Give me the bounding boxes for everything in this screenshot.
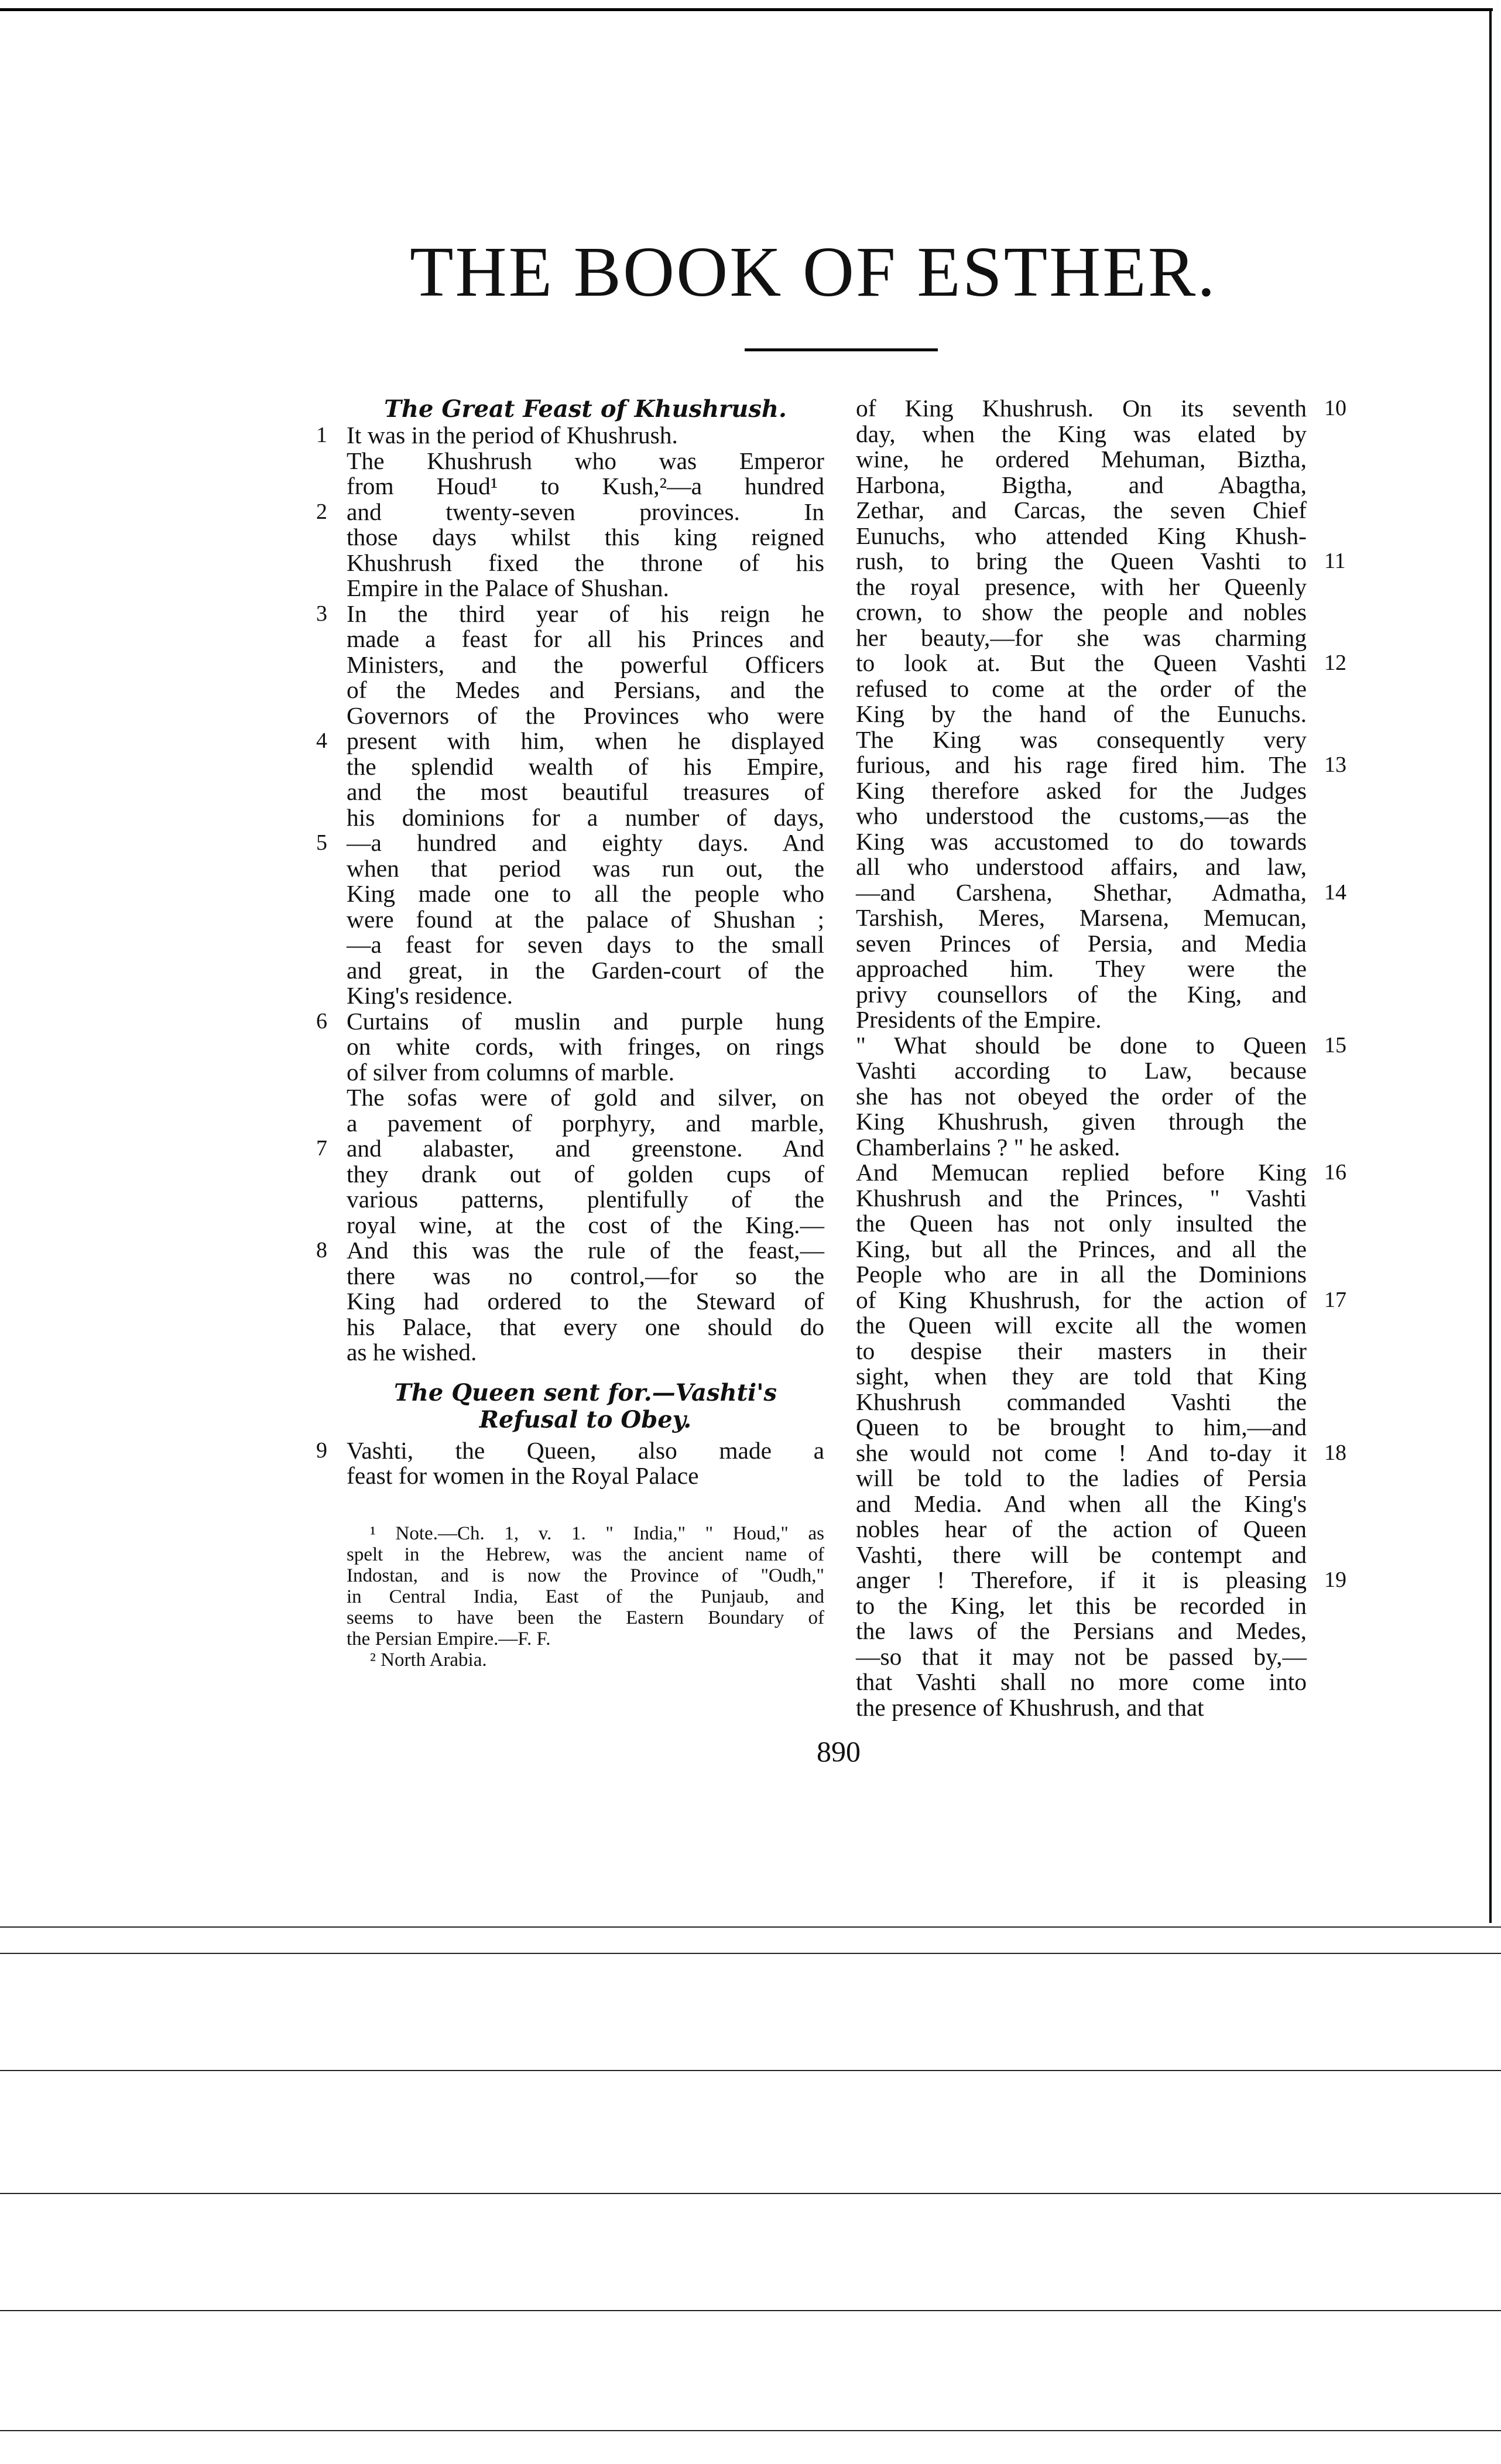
- text-line: [856, 829, 1307, 855]
- text-line: [347, 983, 824, 1009]
- text-line: [856, 1211, 1307, 1237]
- verse-number: 8: [316, 1238, 327, 1262]
- text-line: [347, 907, 824, 933]
- line-text: his Palace, that every one should do: [347, 1313, 824, 1340]
- text-line: [856, 751, 1346, 778]
- text-line: [856, 547, 1346, 574]
- text-line: [347, 1085, 824, 1111]
- text-line: [347, 1162, 824, 1187]
- line-text: present with him, when he displayed: [347, 727, 824, 754]
- verse-number: 12: [1324, 651, 1346, 675]
- left-column: [316, 395, 824, 1671]
- text-line: [856, 1439, 1346, 1466]
- text-line: [347, 958, 824, 984]
- text-line: [347, 754, 824, 780]
- line-text: the Queen has not only insulted the: [856, 1210, 1307, 1237]
- line-text: and the most beautiful treasures of: [347, 778, 824, 805]
- line-text: were found at the palace of Shushan ;: [347, 905, 824, 933]
- line-text: rush, to bring the Queen Vashti to: [856, 547, 1307, 574]
- text-line: [856, 574, 1307, 600]
- text-line: [856, 1237, 1307, 1262]
- line-text: Vashti according to Law, because: [856, 1057, 1307, 1084]
- edge-line: [0, 1926, 1501, 1928]
- line-text: and great, in the Garden-court of the: [347, 956, 824, 984]
- text-line: [347, 779, 824, 805]
- line-text: anger ! Therefore, if it is pleasing: [856, 1566, 1307, 1593]
- footnote-line: seems to have been the Eastern Boundary of: [347, 1607, 824, 1628]
- text-line: [347, 805, 824, 831]
- text-line: [856, 1339, 1307, 1364]
- right-column: [856, 395, 1346, 1721]
- line-text: King made one to all the people who: [347, 880, 824, 907]
- text-line: [856, 1390, 1307, 1415]
- line-text: from Houd¹ to Kush,²—a hundred: [347, 473, 824, 499]
- footnote-line: the Persian Empire.—F. F.: [347, 1628, 551, 1649]
- text-line: [856, 1695, 1307, 1721]
- text-line: [856, 473, 1307, 498]
- text-line: [856, 1159, 1346, 1186]
- verse-number: 3: [316, 601, 327, 626]
- line-text: Vashti, there will be contempt and: [856, 1541, 1307, 1568]
- text-line: [856, 1618, 1307, 1644]
- verse-number: 13: [1324, 752, 1346, 777]
- text-line: [856, 1364, 1307, 1390]
- verse-number: 6: [316, 1008, 327, 1033]
- line-text: King, but all the Princes, and all the: [856, 1235, 1307, 1262]
- text-line: [347, 881, 824, 907]
- line-text: Presidents of the Empire.: [856, 1006, 1102, 1033]
- line-text: her beauty,—for she was charming: [856, 624, 1307, 651]
- text-line: [347, 1289, 824, 1315]
- line-text: they drank out of golden cups of: [347, 1160, 824, 1187]
- text-line: [856, 395, 1346, 422]
- text-line: [856, 1593, 1307, 1619]
- verse-number: 16: [1324, 1160, 1346, 1185]
- line-text: his dominions for a number of days,: [347, 803, 824, 831]
- line-text: those days whilst this king reigned: [347, 523, 824, 550]
- edge-line: [0, 2430, 1501, 2431]
- line-text: and twenty-seven provinces. In: [347, 498, 824, 525]
- text-line: [856, 447, 1307, 473]
- verse-number: 1: [316, 423, 327, 447]
- left-column-text-2: [316, 1436, 824, 1489]
- text-line: [316, 1237, 824, 1264]
- text-line: [856, 1415, 1307, 1440]
- text-line: [856, 1186, 1307, 1212]
- line-text: privy counsellors of the King, and: [856, 980, 1307, 1008]
- text-line: [856, 803, 1307, 829]
- verse-number: 9: [316, 1438, 327, 1463]
- text-line: [316, 1135, 824, 1162]
- line-text: " What should be done to Queen: [856, 1031, 1307, 1059]
- text-line: [316, 829, 824, 856]
- line-text: Zethar, and Carcas, the seven Chief: [856, 497, 1307, 523]
- left-column-text: [316, 422, 824, 1366]
- line-text: of silver from columns of marble.: [347, 1058, 675, 1086]
- line-text: —a hundred and eighty days. And: [347, 829, 824, 856]
- text-line: [347, 1315, 824, 1340]
- verse-number: 5: [316, 830, 327, 855]
- text-line: [347, 703, 824, 729]
- text-line: [856, 1135, 1307, 1161]
- line-text: wine, he ordered Mehuman, Biztha,: [856, 446, 1307, 473]
- line-text: as he wished.: [347, 1339, 477, 1366]
- verse-number: 10: [1324, 396, 1346, 420]
- page-number: 890: [817, 1735, 861, 1768]
- text-line: [856, 1007, 1307, 1033]
- line-text: there was no control,—for so the: [347, 1262, 824, 1289]
- line-text: refused to come at the order of the: [856, 675, 1307, 702]
- right-column-text: [856, 395, 1346, 1721]
- text-line: [347, 856, 824, 882]
- line-text: In the third year of his reign he: [347, 600, 824, 627]
- section-heading: The Great Feast of Khushrush.: [384, 395, 787, 423]
- line-text: People who are in all the Dominions: [856, 1261, 1307, 1288]
- text-line: [347, 1264, 824, 1289]
- text-line: [856, 1517, 1307, 1542]
- line-text: —so that it may not be passed by,—: [856, 1642, 1307, 1670]
- line-text: Queen to be brought to him,—and: [856, 1414, 1307, 1440]
- line-text: And this was the rule of the feast,—: [347, 1237, 824, 1264]
- text-line: [856, 1084, 1307, 1110]
- text-line: [856, 905, 1307, 931]
- line-text: she has not obeyed the order of the: [856, 1082, 1307, 1110]
- text-line: [856, 931, 1307, 957]
- verse-number: 4: [316, 728, 327, 753]
- section-heading: The Queen sent for.—Vashti's: [393, 1378, 777, 1406]
- verse-number: 2: [316, 499, 327, 524]
- text-line: [856, 625, 1307, 651]
- page-title: THE BOOK OF ESTHER.: [410, 232, 1217, 312]
- verse-number: 14: [1324, 879, 1346, 905]
- verse-number: 11: [1324, 549, 1346, 573]
- line-text: The Khushrush who was Emperor: [347, 447, 824, 474]
- text-line: [347, 474, 824, 499]
- line-text: furious, and his rage fired him. The: [856, 751, 1307, 778]
- line-text: —and Carshena, Shethar, Admatha,: [856, 878, 1307, 906]
- line-text: crown, to show the people and nobles: [856, 598, 1307, 625]
- line-text: and Media. And when all the King's: [856, 1490, 1307, 1517]
- text-line: [856, 878, 1346, 906]
- text-line: [856, 854, 1307, 880]
- line-text: and alabaster, and greenstone. And: [347, 1135, 824, 1162]
- text-line: [856, 1542, 1307, 1568]
- line-text: the laws of the Persians and Medes,: [856, 1617, 1307, 1644]
- line-text: The sofas were of gold and silver, on: [347, 1084, 824, 1111]
- text-line: [856, 1031, 1346, 1059]
- section-heading: Refusal to Obey.: [479, 1405, 692, 1433]
- line-text: various patterns, plentifully of the: [347, 1186, 824, 1213]
- line-text: to look at. But the Queen Vashti: [856, 649, 1307, 676]
- line-text: approached him. They were the: [856, 955, 1307, 982]
- text-line: [856, 1286, 1346, 1313]
- line-text: all who understood affairs, and law,: [856, 853, 1307, 880]
- line-text: —a feast for seven days to the small: [347, 931, 824, 958]
- footnotes: [347, 1523, 824, 1671]
- text-line: [856, 1109, 1307, 1135]
- line-text: King Khushrush, given through the: [856, 1108, 1307, 1135]
- text-line: [347, 932, 824, 958]
- footnote-line: ¹ Note.—Ch. 1, v. 1. " India," " Houd," as: [370, 1522, 824, 1544]
- text-line: [347, 1213, 824, 1238]
- text-line: [856, 600, 1307, 625]
- footnote-line: in Central India, East of the Punjaub, and: [347, 1586, 824, 1607]
- text-line: [347, 1111, 824, 1137]
- line-text: Curtains of muslin and purple hung: [347, 1007, 824, 1035]
- line-text: King by the hand of the Eunuchs.: [856, 700, 1307, 727]
- line-text: And Memucan replied before King: [856, 1159, 1307, 1186]
- line-text: to despise their masters in their: [856, 1337, 1307, 1364]
- line-text: Vashti, the Queen, also made a: [347, 1436, 824, 1464]
- text-line: [347, 652, 824, 678]
- text-line: [856, 422, 1307, 447]
- line-text: King therefore asked for the Judges: [856, 776, 1307, 804]
- text-line: [347, 1034, 824, 1060]
- text-line: [347, 1340, 824, 1366]
- text-line: [347, 627, 824, 652]
- text-line: [347, 1463, 824, 1489]
- line-text: Chamberlains ? " he asked.: [856, 1133, 1120, 1161]
- line-text: Ministers, and the powerful Officers: [347, 651, 824, 678]
- line-text: a pavement of porphyry, and marble,: [347, 1109, 824, 1137]
- text-line: [347, 550, 824, 576]
- line-text: Harbona, Bigtha, and Abagtha,: [856, 471, 1307, 498]
- line-text: Khushrush and the Princes, " Vashti: [856, 1184, 1307, 1212]
- line-text: the royal presence, with her Queenly: [856, 573, 1307, 600]
- line-text: on white cords, with fringes, on rings: [347, 1033, 824, 1060]
- footnote-line: ² North Arabia.: [370, 1649, 487, 1671]
- verse-number: 19: [1324, 1568, 1346, 1592]
- text-line: [347, 449, 824, 474]
- text-line: [856, 1466, 1307, 1491]
- verse-number: 17: [1324, 1287, 1346, 1312]
- line-text: feast for women in the Royal Palace: [347, 1462, 699, 1489]
- line-text: Empire in the Palace of Shushan.: [347, 574, 669, 601]
- line-text: the splendid wealth of his Empire,: [347, 752, 824, 780]
- edge-line: [0, 2310, 1501, 2311]
- line-text: It was in the period of Khushrush.: [347, 422, 678, 449]
- edge-line: [0, 2070, 1501, 2071]
- line-text: of King Khushrush, for the action of: [856, 1286, 1307, 1313]
- line-text: The King was consequently very: [856, 725, 1307, 753]
- text-line: [856, 1313, 1307, 1339]
- verse-number: 7: [316, 1136, 327, 1161]
- text-line: [347, 525, 824, 550]
- text-line: [856, 701, 1307, 727]
- line-text: made a feast for all his Princes and: [347, 625, 824, 652]
- line-text: the Queen will excite all the women: [856, 1312, 1307, 1339]
- text-line: [347, 576, 824, 601]
- title-rule: [745, 348, 938, 351]
- footnote-line: Indostan, and is now the Province of "Oudh,": [347, 1565, 824, 1586]
- line-text: Governors of the Provinces who were: [347, 701, 824, 729]
- edge-line: [0, 2193, 1501, 2194]
- text-line: [316, 422, 824, 449]
- verse-number: 15: [1324, 1032, 1346, 1058]
- text-line: [856, 1262, 1307, 1288]
- text-line: [856, 956, 1307, 982]
- text-line: [856, 1566, 1346, 1593]
- text-line: [347, 1060, 824, 1086]
- line-text: day, when the King was elated by: [856, 420, 1307, 447]
- text-line: [316, 1007, 824, 1035]
- line-text: the presence of Khushrush, and that: [856, 1693, 1204, 1721]
- line-text: nobles hear of the action of Queen: [856, 1515, 1307, 1542]
- line-text: King was accustomed to do towards: [856, 827, 1307, 855]
- text-line: [316, 600, 824, 627]
- line-text: Tarshish, Meres, Marsena, Memucan,: [856, 904, 1307, 931]
- text-line: [316, 498, 824, 525]
- text-line: [856, 982, 1307, 1008]
- line-text: will be told to the ladies of Persia: [856, 1464, 1307, 1491]
- line-text: Khushrush fixed the throne of his: [347, 549, 824, 576]
- line-text: to the King, let this be recorded in: [856, 1592, 1307, 1619]
- line-text: royal wine, at the cost of the King.—: [347, 1211, 824, 1238]
- text-line: [856, 778, 1307, 804]
- line-text: Eunuchs, who attended King Khush-: [856, 522, 1307, 549]
- text-line: [316, 727, 824, 754]
- line-text: seven Princes of Persia, and Media: [856, 929, 1307, 957]
- text-line: [347, 677, 824, 703]
- line-text: of the Medes and Persians, and the: [347, 676, 824, 703]
- line-text: she would not come ! And to-day it: [856, 1439, 1307, 1466]
- text-line: [316, 1436, 824, 1464]
- line-text: Khushrush commanded Vashti the: [856, 1388, 1307, 1415]
- text-line: [856, 523, 1307, 549]
- text-line: [856, 1491, 1307, 1517]
- page-border-right: [1489, 8, 1492, 1923]
- edge-line: [0, 1953, 1501, 1954]
- text-line: [856, 1058, 1307, 1084]
- line-text: King had ordered to the Steward of: [347, 1288, 824, 1315]
- line-text: when that period was run out, the: [347, 854, 824, 882]
- line-text: sight, when they are told that King: [856, 1363, 1307, 1390]
- line-text: King's residence.: [347, 982, 513, 1009]
- line-text: who understood the customs,—as the: [856, 802, 1307, 829]
- verse-number: 18: [1324, 1440, 1346, 1465]
- text-line: [856, 676, 1307, 702]
- text-line: [856, 727, 1307, 753]
- page-border-top: [0, 8, 1493, 11]
- text-line: [856, 498, 1307, 523]
- text-line: [856, 1644, 1307, 1670]
- text-line: [347, 1187, 824, 1213]
- line-text: of King Khushrush. On its seventh: [856, 395, 1307, 422]
- text-line: [856, 1669, 1307, 1695]
- text-line: [856, 649, 1346, 676]
- line-text: that Vashti shall no more come into: [856, 1668, 1307, 1695]
- footnote-line: spelt in the Hebrew, was the ancient name of: [347, 1544, 824, 1565]
